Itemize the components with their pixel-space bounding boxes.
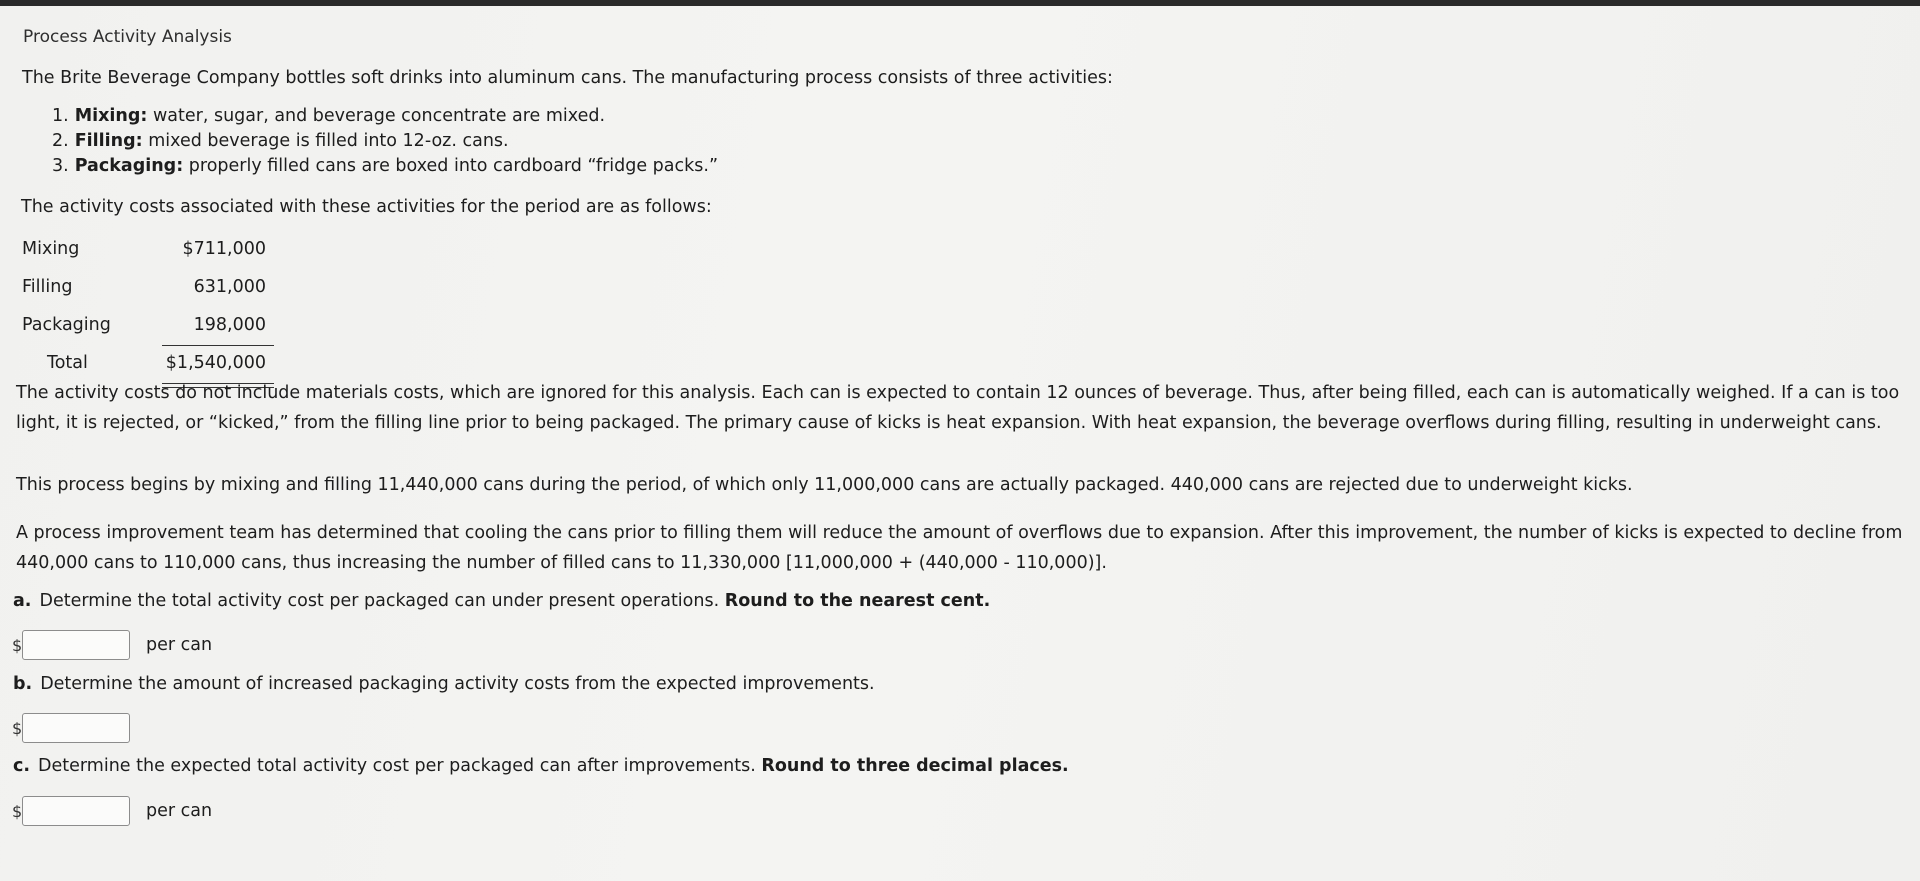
activity-list bbox=[52, 104, 718, 179]
currency-symbol: $ bbox=[12, 635, 23, 655]
question-letter: a. bbox=[13, 591, 32, 611]
table-row bbox=[22, 239, 274, 277]
list-number: 2. bbox=[52, 131, 69, 151]
cost-label: Filling bbox=[22, 277, 73, 297]
question-text: Determine the amount of increased packaging activity costs from the expected improvements. bbox=[40, 674, 875, 694]
answer-c-row bbox=[12, 794, 212, 828]
activity-description: properly filled cans are boxed into cardboard “fridge packs.” bbox=[188, 156, 719, 176]
question-c bbox=[13, 756, 1069, 776]
answer-b-input[interactable] bbox=[22, 713, 130, 743]
activity-description: water, sugar, and beverage concentrate are mixed. bbox=[152, 106, 606, 126]
currency-symbol: $ bbox=[12, 718, 23, 738]
cost-label: Total bbox=[47, 353, 88, 373]
question-letter: c. bbox=[13, 756, 31, 776]
list-item bbox=[52, 154, 718, 179]
question-text: Determine the expected total activity cost per packaged can after improvements. bbox=[38, 756, 756, 776]
activity-name: Packaging: bbox=[74, 156, 184, 176]
table-row bbox=[22, 277, 274, 315]
cost-label: Packaging bbox=[22, 315, 111, 335]
activity-description: mixed beverage is filled into 12-oz. cans. bbox=[148, 131, 509, 151]
question-emphasis: Round to the nearest cent. bbox=[724, 591, 991, 611]
unit-label: per can bbox=[146, 635, 213, 655]
paragraph: The activity costs do not include materials costs, which are ignored for this analysis. Each can is expected to contain 12 ounces of beverage. Thus, after being filled, each can is automatically weighed. If a can is too light, it is rejected, or “kicked,” from the filling line prior to being packaged. The primary cause of kicks is heat expansion. With heat expansion, the beverage overflows during filling, resulting in underweight cans. bbox=[16, 383, 1900, 433]
cost-label: Mixing bbox=[22, 239, 80, 259]
question-a bbox=[13, 591, 990, 611]
unit-label: per can bbox=[146, 801, 213, 821]
paragraph: A process improvement team has determined that cooling the cans prior to filling them will reduce the amount of overflows due to expansion. After this improvement, the number of kicks is expected to decline from 440,000 cans to 110,000 cans, thus increasing the number of filled cans to 11,330,000 [11,000,000 + (440,000 - 110,000)]. bbox=[16, 523, 1903, 573]
activity-cost-table bbox=[22, 239, 274, 391]
page-title: Process Activity Analysis bbox=[23, 27, 232, 47]
activity-name: Filling: bbox=[74, 131, 143, 151]
answer-b-row bbox=[12, 711, 130, 745]
cost-value: $1,540,000 bbox=[165, 353, 266, 373]
activity-name: Mixing: bbox=[74, 106, 148, 126]
cost-value: 631,000 bbox=[193, 277, 266, 297]
currency-symbol: $ bbox=[12, 801, 23, 821]
list-item bbox=[52, 129, 718, 154]
question-b bbox=[13, 674, 875, 694]
list-number: 3. bbox=[52, 156, 69, 176]
question-letter: b. bbox=[13, 674, 33, 694]
question-emphasis: Round to three decimal places. bbox=[761, 756, 1069, 776]
list-item bbox=[52, 104, 718, 129]
cost-value: $711,000 bbox=[182, 239, 266, 259]
answer-a-input[interactable] bbox=[22, 630, 130, 660]
intro-text: The Brite Beverage Company bottles soft drinks into aluminum cans. The manufacturing process consists of three activities: bbox=[22, 68, 1113, 88]
top-bar bbox=[0, 0, 1920, 6]
list-number: 1. bbox=[52, 106, 69, 126]
paragraph: This process begins by mixing and filling 11,440,000 cans during the period, of which only 11,000,000 cans are actually packaged. 440,000 cans are rejected due to underweight kicks. bbox=[16, 475, 1633, 495]
answer-c-input[interactable] bbox=[22, 796, 130, 826]
answer-a-row bbox=[12, 628, 212, 662]
table-row bbox=[22, 315, 274, 353]
cost-value: 198,000 bbox=[193, 315, 266, 335]
costs-intro-text: The activity costs associated with these activities for the period are as follows: bbox=[21, 197, 712, 217]
question-text: Determine the total activity cost per packaged can under present operations. bbox=[39, 591, 720, 611]
